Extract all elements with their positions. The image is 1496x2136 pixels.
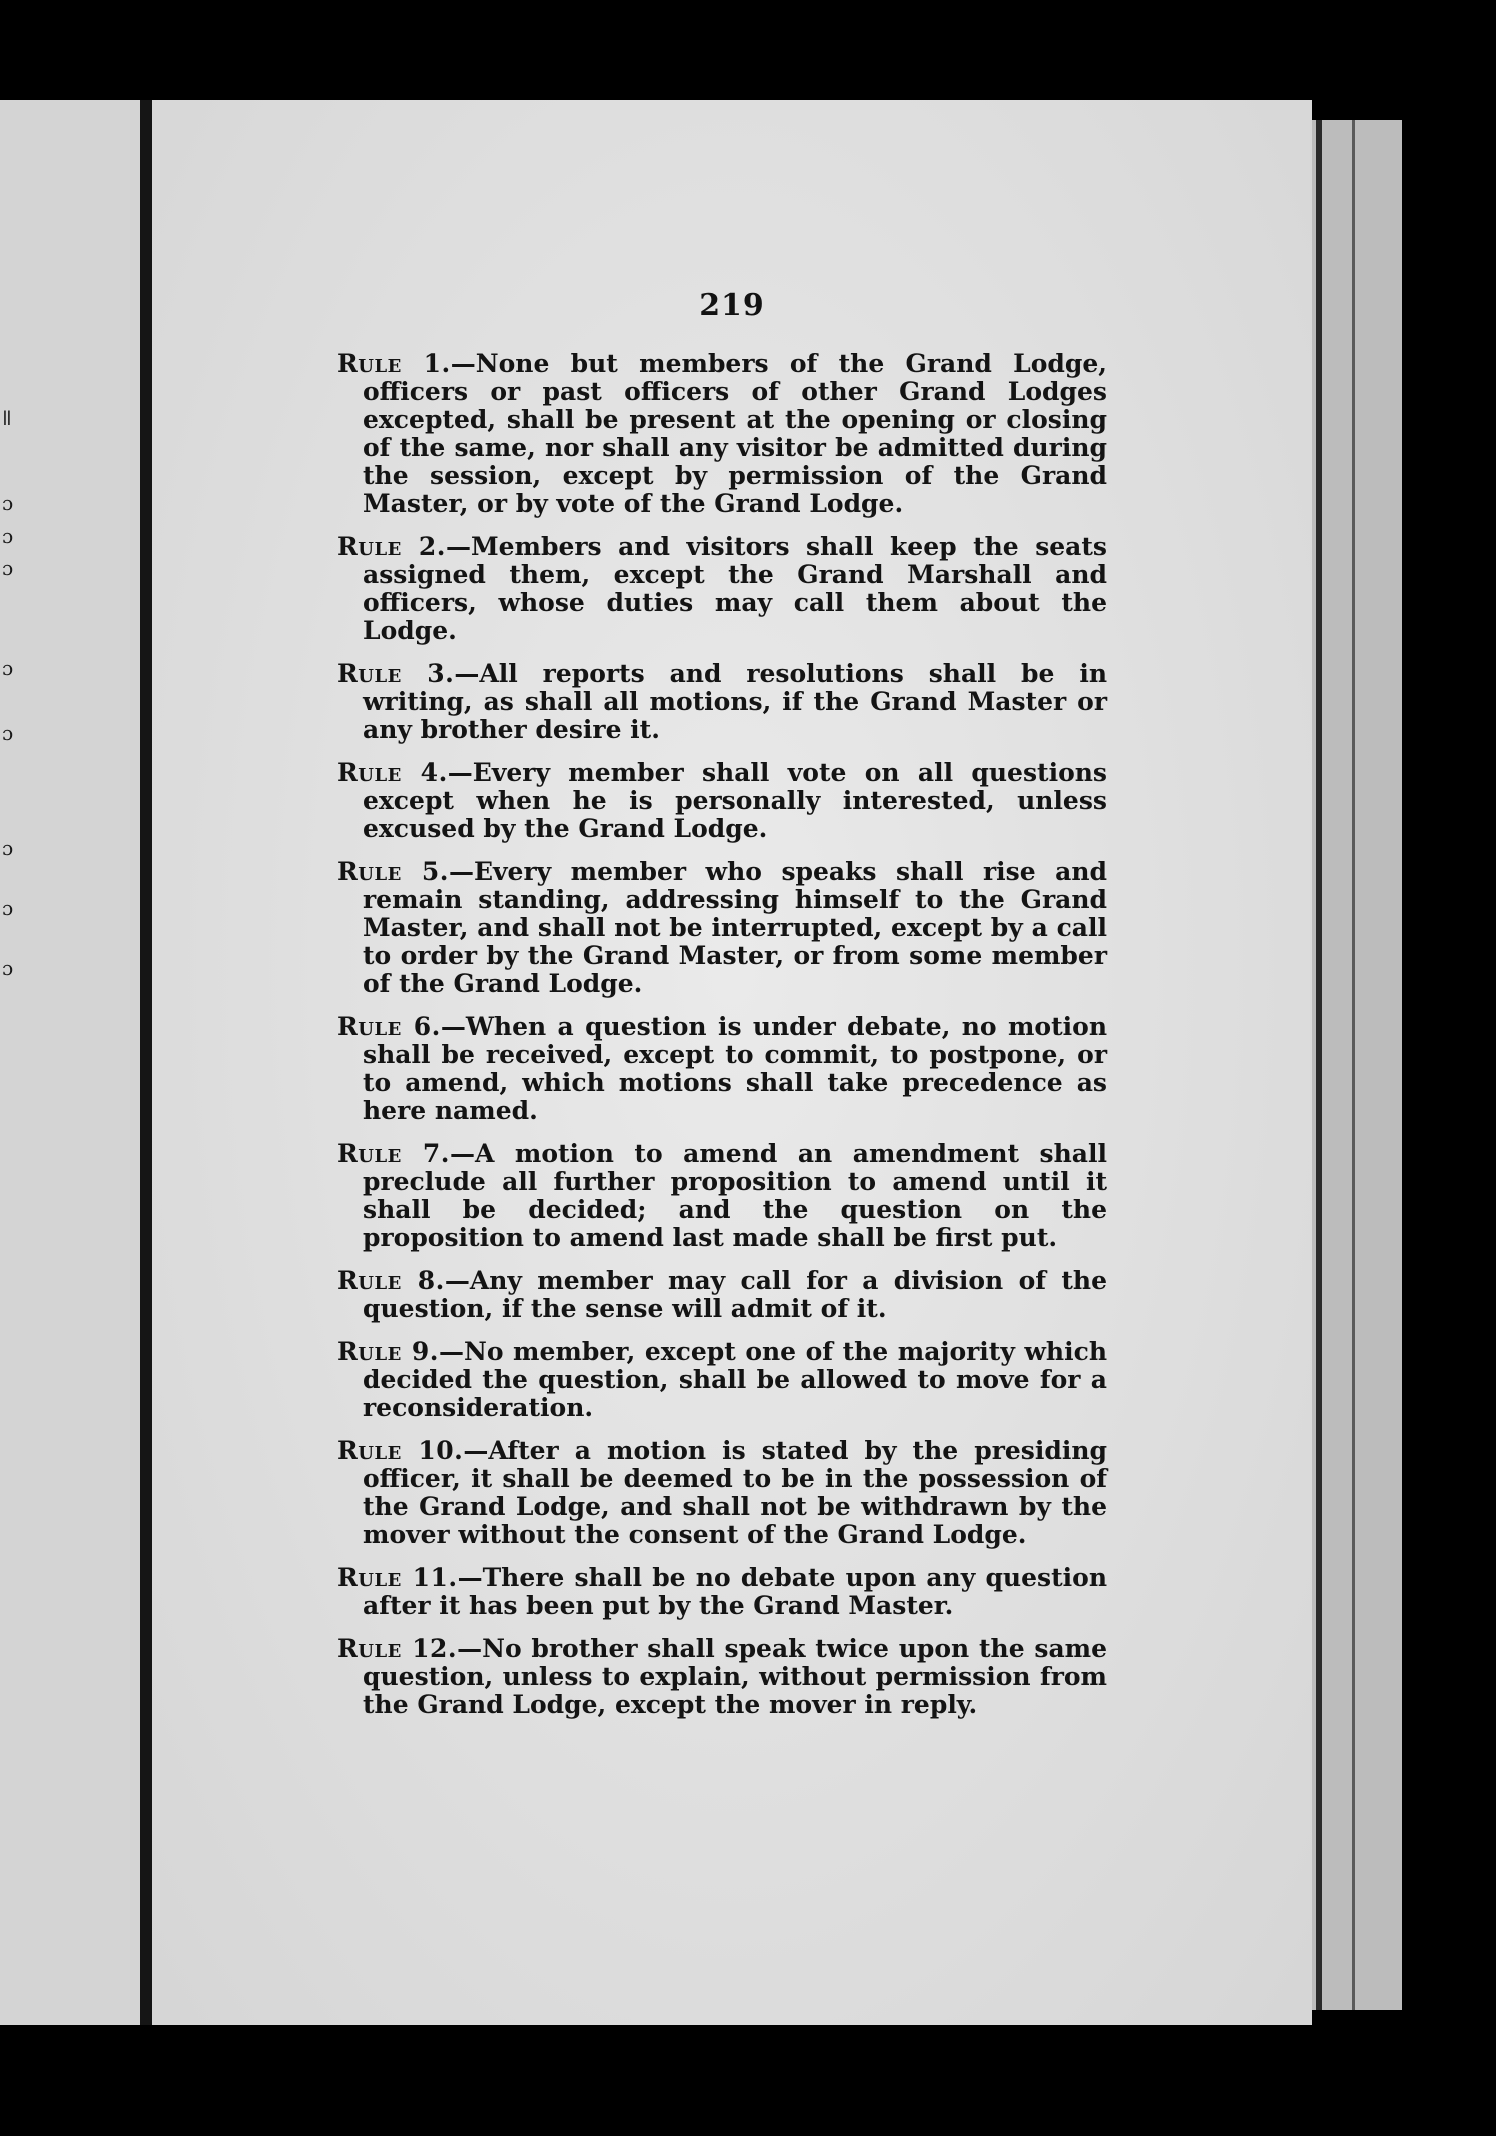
rule-label: Rule 6. xyxy=(337,1012,441,1041)
rule-text: —No member, except one of the majority which decided the question, shall be allowed to move for a reconsideration. xyxy=(363,1337,1107,1422)
rule-paragraph xyxy=(337,1013,1107,1125)
rule-label: Rule 1. xyxy=(337,349,451,378)
rule-text: —None but members of the Grand Lodge, officers or past officers of other Grand Lodges excepted, shall be present at the opening or closing of the same, nor shall any visitor be admitted during the session, except by permission of the Grand Master, or by vote of the Grand Lodge. xyxy=(363,349,1107,518)
page-edge-line xyxy=(1352,120,1355,2010)
rule-label: Rule 12. xyxy=(337,1634,458,1663)
bleed-mark: ɔ xyxy=(2,836,14,860)
bleed-mark: ɔ xyxy=(2,524,14,548)
bleed-mark: ɔ xyxy=(2,656,14,680)
rule-text: —Members and visitors shall keep the seats assigned them, except the Grand Marshall and officers, whose duties may call them about the Lodge. xyxy=(363,532,1108,645)
rule-paragraph xyxy=(337,1437,1107,1549)
bleed-mark: ɔ xyxy=(2,721,14,745)
rule-paragraph xyxy=(337,1267,1107,1323)
rule-text: —Any member may call for a division of the question, if the sense will admit of it. xyxy=(363,1266,1107,1323)
rule-label: Rule 2. xyxy=(337,532,446,561)
rule-label: Rule 5. xyxy=(337,857,449,886)
rule-paragraph xyxy=(337,759,1107,843)
rule-paragraph xyxy=(337,1635,1107,1719)
page-number: 219 xyxy=(699,288,765,323)
bleed-mark: ɔ xyxy=(2,491,14,515)
rule-label: Rule 10. xyxy=(337,1436,464,1465)
bleed-mark: ǁ xyxy=(2,406,12,430)
rule-text: —All reports and resolutions shall be in writing, as shall all motions, if the Grand Master or any brother desire it. xyxy=(363,659,1108,744)
rule-label: Rule 9. xyxy=(337,1337,439,1366)
rule-paragraph xyxy=(337,858,1107,998)
book-page xyxy=(152,100,1312,2025)
binding-gutter xyxy=(140,100,152,2025)
rule-paragraph xyxy=(337,350,1107,518)
page-edge-line xyxy=(1316,120,1322,2010)
rule-label: Rule 3. xyxy=(337,659,455,688)
rule-paragraph xyxy=(337,1338,1107,1422)
bleed-mark: ɔ xyxy=(2,956,14,980)
bleed-mark: ɔ xyxy=(2,556,14,580)
rule-label: Rule 8. xyxy=(337,1266,445,1295)
rule-text: —There shall be no debate upon any question after it has been put by the Grand Master. xyxy=(363,1563,1107,1620)
rule-text: —No brother shall speak twice upon the same question, unless to explain, without permission from the Grand Lodge, except the mover in reply. xyxy=(363,1634,1108,1719)
rule-text: —Every member who speaks shall rise and remain standing, addressing himself to the Grand Master, and shall not be interrupted, except by a call to order by the Grand Master, or from some member of the Grand Lodge. xyxy=(363,857,1107,998)
rule-text: —Every member shall vote on all questions except when he is personally interested, unless excused by the Grand Lodge. xyxy=(363,758,1108,843)
facing-page-edge xyxy=(0,100,140,2025)
rule-text: —When a question is under debate, no motion shall be received, except to commit, to postpone, or to amend, which motions shall take precedence as here named. xyxy=(363,1012,1107,1125)
rules-list xyxy=(337,350,1107,1719)
page-stack-edge xyxy=(1312,120,1402,2010)
rule-paragraph xyxy=(337,533,1107,645)
rule-text: —After a motion is stated by the presiding officer, it shall be deemed to be in the possession of the Grand Lodge, and shall not be withdrawn by the mover without the consent of the Grand Lodge. xyxy=(363,1436,1107,1549)
rule-paragraph xyxy=(337,1564,1107,1620)
rule-label: Rule 4. xyxy=(337,758,448,787)
rule-paragraph xyxy=(337,660,1107,744)
rule-paragraph xyxy=(337,1140,1107,1252)
rule-label: Rule 11. xyxy=(337,1563,458,1592)
rule-text: —A motion to amend an amendment shall preclude all further proposition to amend until it shall be decided; and the question on the proposition to amend last made shall be first put. xyxy=(363,1139,1107,1252)
bleed-mark: ɔ xyxy=(2,896,14,920)
rule-label: Rule 7. xyxy=(337,1139,450,1168)
